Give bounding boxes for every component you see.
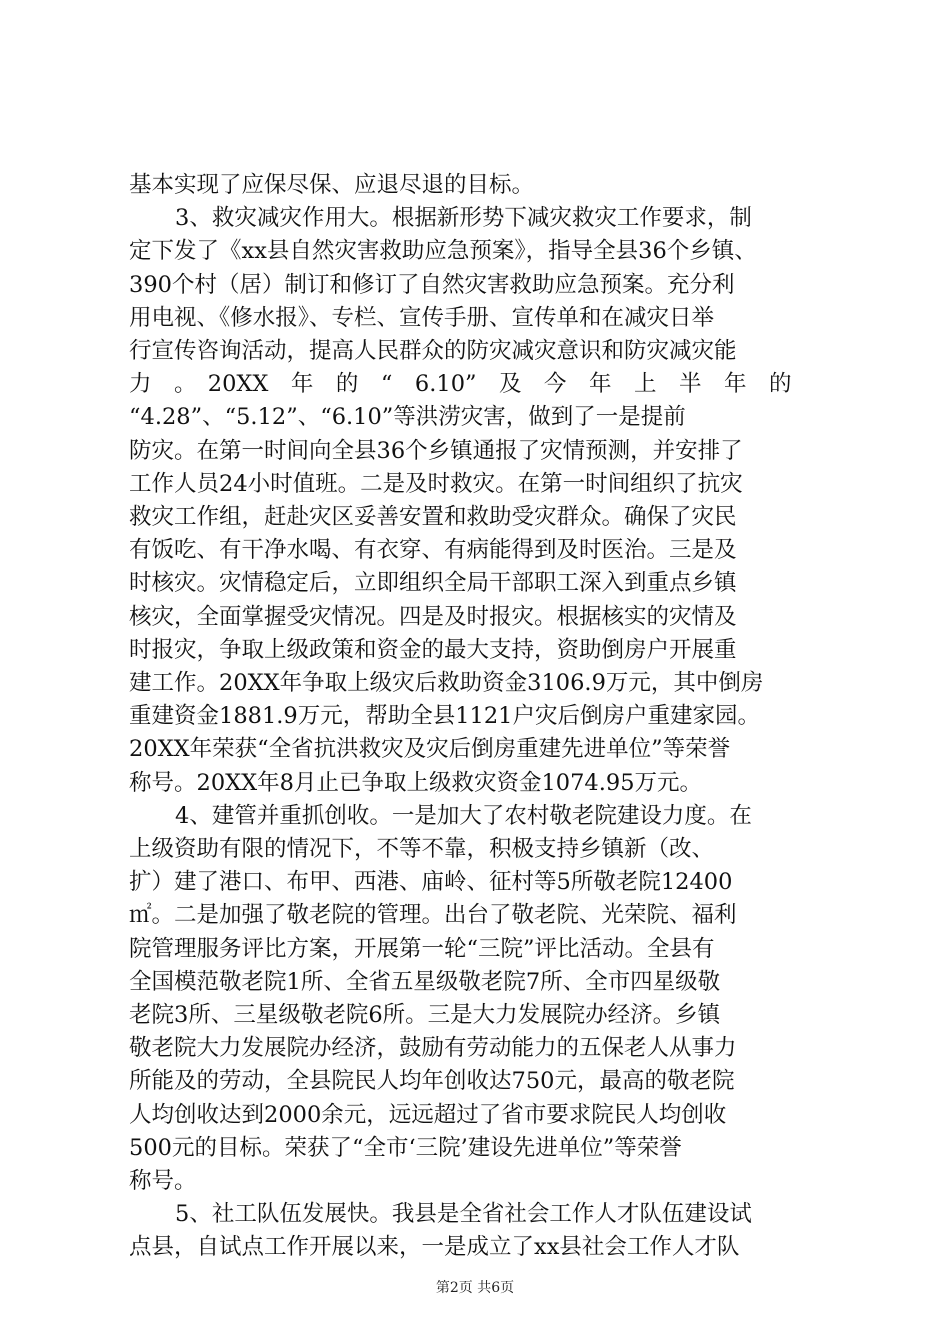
text-line: 核灾，全面掌握受灾情况。四是及时报灾。根据核实的灾情及 [129,603,737,630]
text-line: 时报灾，争取上级政策和资金的最大支持，资助倒房户开展重 [129,636,737,663]
text-line: 工作人员24小时值班。二是及时救灾。在第一时间组织了抗灾 [129,470,743,497]
text-line: 老院3所、三星级敬老院6所。三是大力发展院办经济。乡镇 [129,1002,721,1028]
text-line: 扩）建了港口、布甲、西港、庙岭、征村等5所敬老院12400 [129,869,733,896]
text-line: 点县，自试点工作开展以来，一是成立了xx县社会工作人才队 [129,1234,740,1261]
text-line: 称号。20XX年8月止已争取上级救灾资金1074.95万元。 [129,769,703,796]
page-number-info: 第2页 共6页 [435,1280,515,1296]
text-line: 称号。 [129,1168,197,1194]
text-line: 全国模范敬老院1所、全省五星级敬老院7所、全市四星级敬 [129,968,721,995]
page-footer [0,1278,950,1298]
text-line: 行宣传咨询活动，提高人民群众的防灾减灾意识和防灾减灾能 [129,338,737,364]
text-line: 所能及的劳动，全县院民人均年创收达750元，最高的敬老院 [129,1068,735,1095]
paragraph-first-line: 4、建管并重抓创收。一是加大了农村敬老院建设力度。在 [175,802,752,829]
paragraph-first-line: 5、社工队伍发展快。我县是全省社会工作人才队伍建设试 [175,1201,752,1228]
paragraph-first-line: 3、救灾减灾作用大。根据新形势下减灾救灾工作要求，制 [175,205,752,232]
text-line: 定下发了《xx县自然灾害救助应急预案》，指导全县36个乡镇、 [129,238,757,265]
text-line: 救灾工作组，赶赴灾区妥善安置和救助受灾群众。确保了灾民 [129,504,737,530]
text-line: 500元的目标。荣获了“全市‘三院’建设先进单位”等荣誉 [129,1134,682,1161]
text-line: 人均创收达到2000余元，远远超过了省市要求院民人均创收 [129,1101,727,1128]
text-line: 有饭吃、有干净水喝、有衣穿、有病能得到及时医治。三是及 [129,537,737,564]
text-line: 建工作。20XX年争取上级灾后救助资金3106.9万元，其中倒房 [129,670,764,696]
text-line: ㎡。二是加强了敬老院的管理。出台了敬老院、光荣院、福利 [129,902,737,929]
text-line: 时核灾。灾情稳定后，立即组织全局干部职工深入到重点乡镇 [129,570,737,597]
text-line: 20XX年荣获“全省抗洪救灾及灾后倒房重建先进单位”等荣誉 [129,736,731,763]
text-line: 院管理服务评比方案，开展第一轮“三院”评比活动。全县有 [129,935,715,962]
text-line: 用电视、《修水报》、专栏、宣传手册、宣传单和在减灾日举 [129,304,715,331]
text-line: 敬老院大力发展院办经济，鼓励有劳动能力的五保老人从事力 [129,1035,737,1062]
text-line: 390个村（居）制订和修订了自然灾害救助应急预案。充分利 [129,271,735,298]
text-line: 重建资金1881.9万元，帮助全县1121户灾后倒房户重建家园。 [129,703,760,730]
text-line: “4.28”、“5.12”、“6.10”等洪涝灾害，做到了一是提前 [129,404,686,431]
text-line: 上级资助有限的情况下，不等不靠，积极支持乡镇新（改、 [129,836,715,862]
text-line: 基本实现了应保尽保、应退尽退的目标。 [129,172,535,198]
text-line: 力 。 20XX 年 的 “ 6.10” 及 今 年 上 半 年 的 [129,371,792,398]
text-line: 防灾。在第一时间向全县36个乡镇通报了灾情预测，并安排了 [129,437,743,464]
